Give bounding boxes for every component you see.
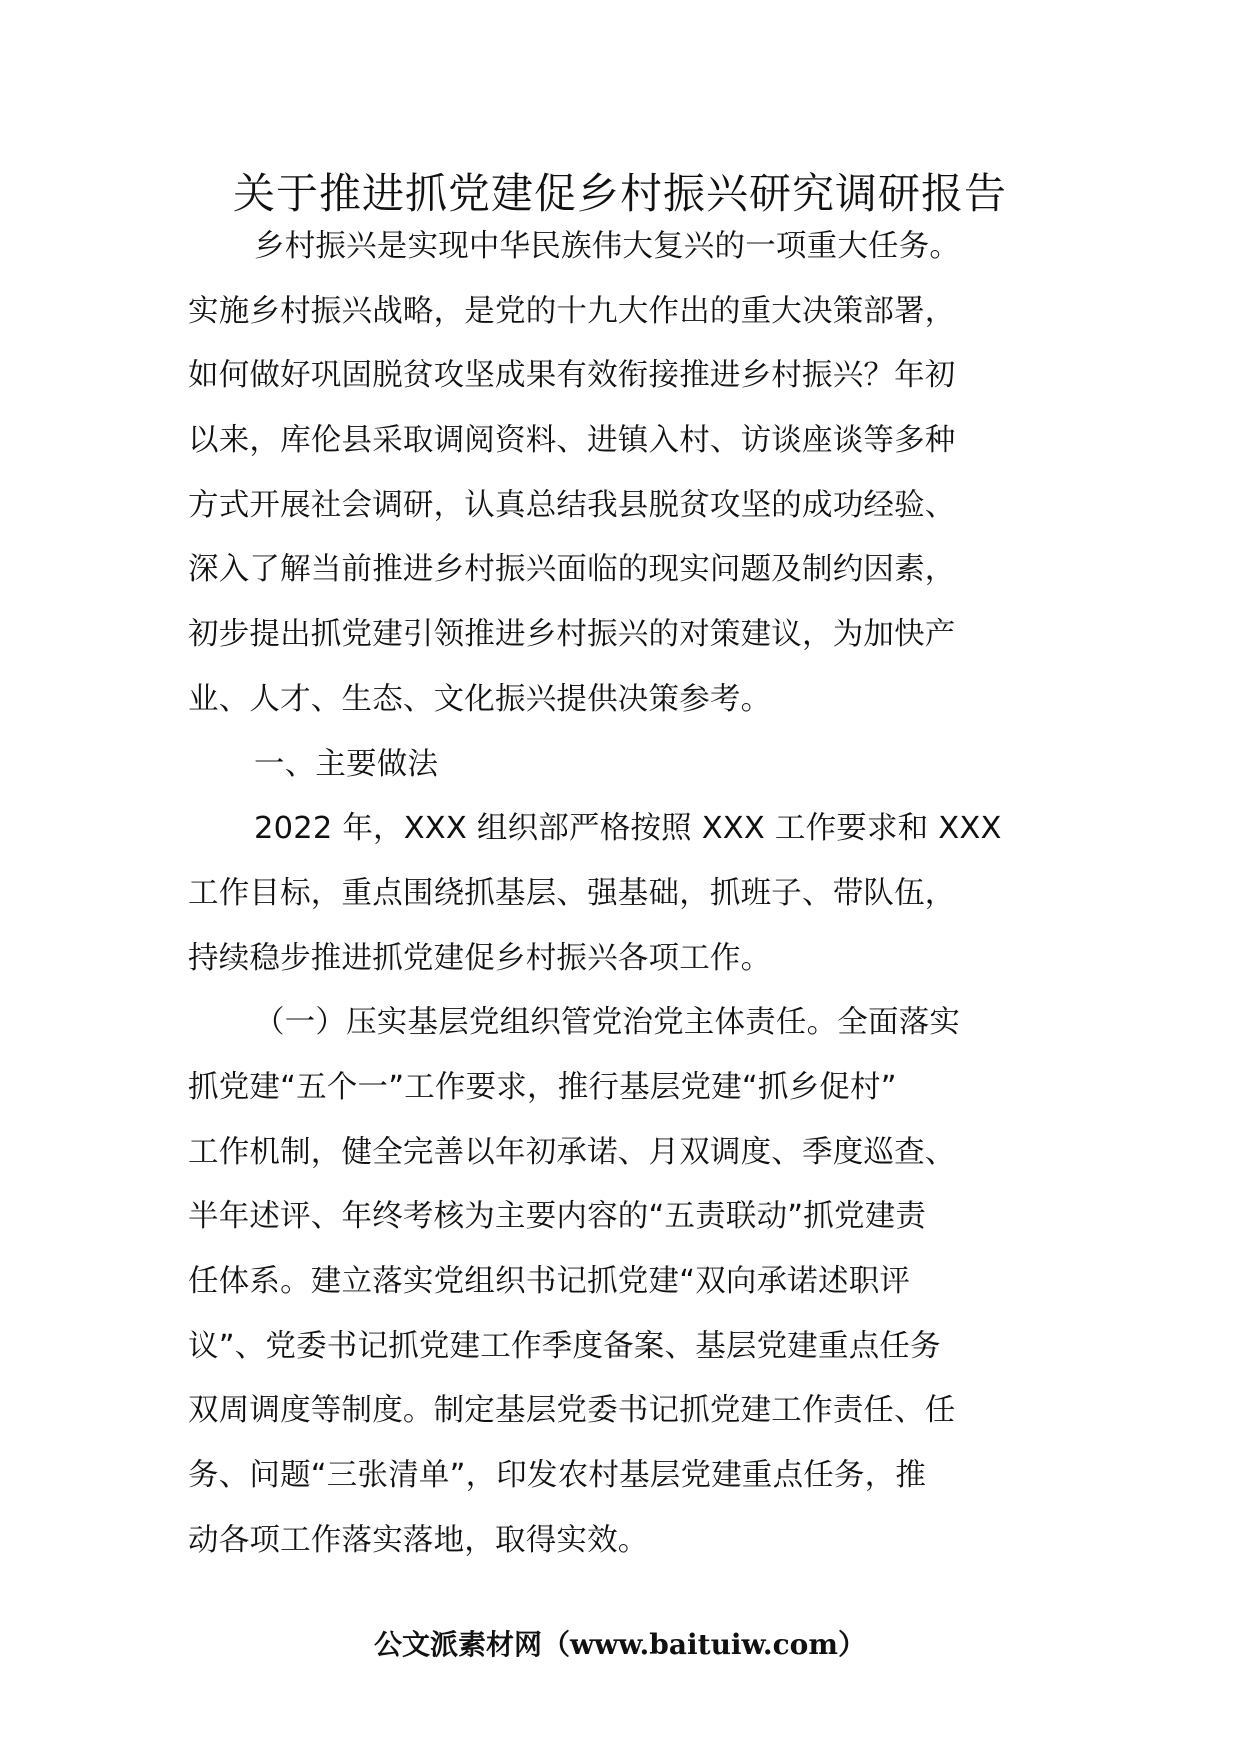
paragraph-line: 初步提出抓党建引领推进乡村振兴的对策建议，为加快产	[188, 617, 956, 653]
paragraph-line: 动各项工作落实落地，取得实效。	[188, 1522, 649, 1558]
paragraph-line: 双周调度等制度。制定基层党委书记抓党建工作责任、任	[188, 1393, 956, 1429]
paragraph-line: 务、问题“三张清单”，印发农村基层党建重点任务，推	[188, 1458, 927, 1494]
paragraph-line: 方式开展社会调研，认真总结我县脱贫攻坚的成功经验、	[188, 487, 956, 523]
paragraph-line: 以来，库伦县采取调阅资料、进镇入村、访谈座谈等多种	[188, 423, 956, 459]
paragraph-line: 工作目标，重点围绕抓基层、强基础，抓班子、带队伍，	[188, 875, 956, 911]
document-body	[188, 215, 1052, 1573]
paragraph-line: 工作机制，健全完善以年初承诺、月双调度、季度巡查、	[188, 1134, 956, 1170]
paragraph-line: 持续稳步推进抓党建促乡村振兴各项工作。	[188, 940, 772, 976]
paragraph-line: 如何做好巩固脱贫攻坚成果有效衔接推进乡村振兴？年初	[188, 358, 956, 394]
document-title: 关于推进抓党建促乡村振兴研究调研报告	[232, 169, 1007, 218]
paragraph-line: 实施乡村振兴战略，是党的十九大作出的重大决策部署，	[188, 293, 956, 329]
footer-watermark: 公文派素材网（www.baituiw.com）	[374, 1628, 866, 1661]
paragraph-line: 业、人才、生态、文化振兴提供决策参考。	[188, 681, 772, 717]
paragraph-line: 议”、党委书记抓党建工作季度备案、基层党建重点任务	[188, 1328, 941, 1364]
paragraph-line: 深入了解当前推进乡村振兴面临的现实问题及制约因素，	[188, 552, 956, 588]
paragraph-line: 半年述评、年终考核为主要内容的“五责联动”抓党建责	[188, 1199, 927, 1235]
paragraph-line: 抓党建“五个一”工作要求，推行基层党建“抓乡促村”	[188, 1069, 897, 1105]
section-heading: 一、主要做法	[254, 746, 439, 782]
paragraph-line: （一）压实基层党组织管党治党主体责任。全面落实	[254, 1005, 961, 1041]
paragraph-line: 任体系。建立落实党组织书记抓党建“双向承诺述职评	[188, 1264, 911, 1299]
paragraph-line: 2022 年，XXX 组织部严格按照 XXX 工作要求和 XXX	[254, 811, 1002, 847]
paragraph-line: 乡村振兴是实现中华民族伟大复兴的一项重大任务。	[254, 229, 961, 264]
